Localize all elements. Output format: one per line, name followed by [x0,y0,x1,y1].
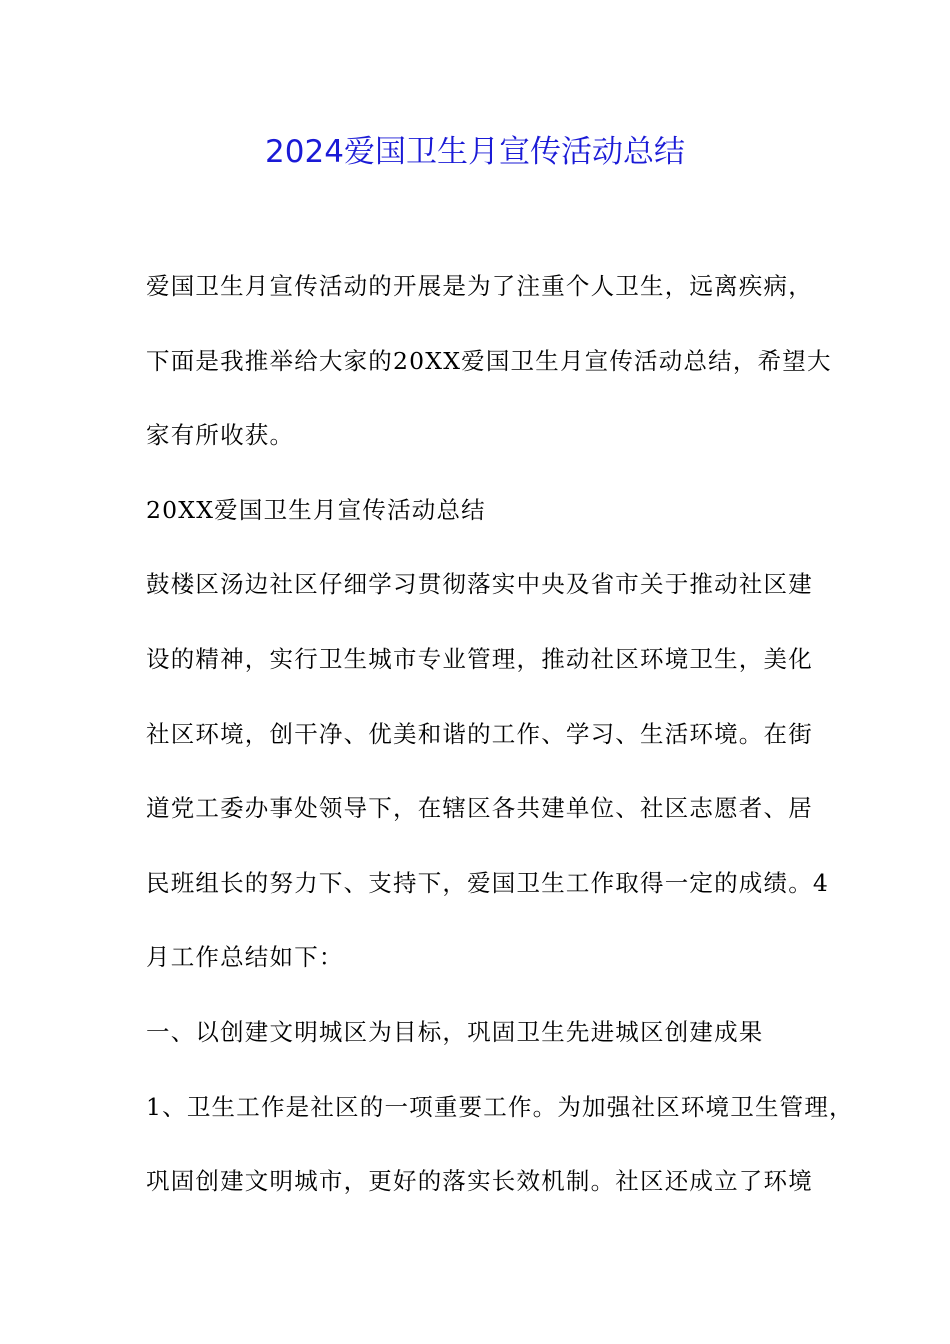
paragraph-line: 巩固创建文明城市，更好的落实长效机制。社区还成立了环境 [146,1167,813,1196]
section-heading: 20XX爱国卫生月宣传活动总结 [146,495,486,524]
paragraph-line: 鼓楼区汤边社区仔细学习贯彻落实中央及省市关于推动社区建 [146,570,813,599]
paragraph-line: 下面是我推举给大家的20XX爱国卫生月宣传活动总结，希望大 [146,346,832,375]
paragraph-line: 月工作总结如下： [146,943,344,972]
paragraph-line: 1、卫生工作是社区的一项重要工作。为加强社区环境卫生管理， [146,1092,854,1121]
document-body [146,262,854,1232]
paragraph-line: 社区环境，创干净、优美和谐的工作、学习、生活环境。在街 [146,719,813,748]
paragraph-line: 道党工委办事处领导下，在辖区各共建单位、社区志愿者、居 [146,794,813,823]
paragraph-line: 家有所收获。 [146,421,295,450]
paragraph-line: 设的精神，实行卫生城市专业管理，推动社区环境卫生，美化 [146,644,813,673]
paragraph-line: 民班组长的努力下、支持下，爱国卫生工作取得一定的成绩。4 [146,868,830,897]
paragraph-line: 爱国卫生月宣传活动的开展是为了注重个人卫生，远离疾病， [146,272,813,300]
section-heading: 一、以创建文明城区为目标，巩固卫生先进城区创建成果 [146,1017,764,1046]
document-title: 2024爱国卫生月宣传活动总结 [265,134,685,170]
